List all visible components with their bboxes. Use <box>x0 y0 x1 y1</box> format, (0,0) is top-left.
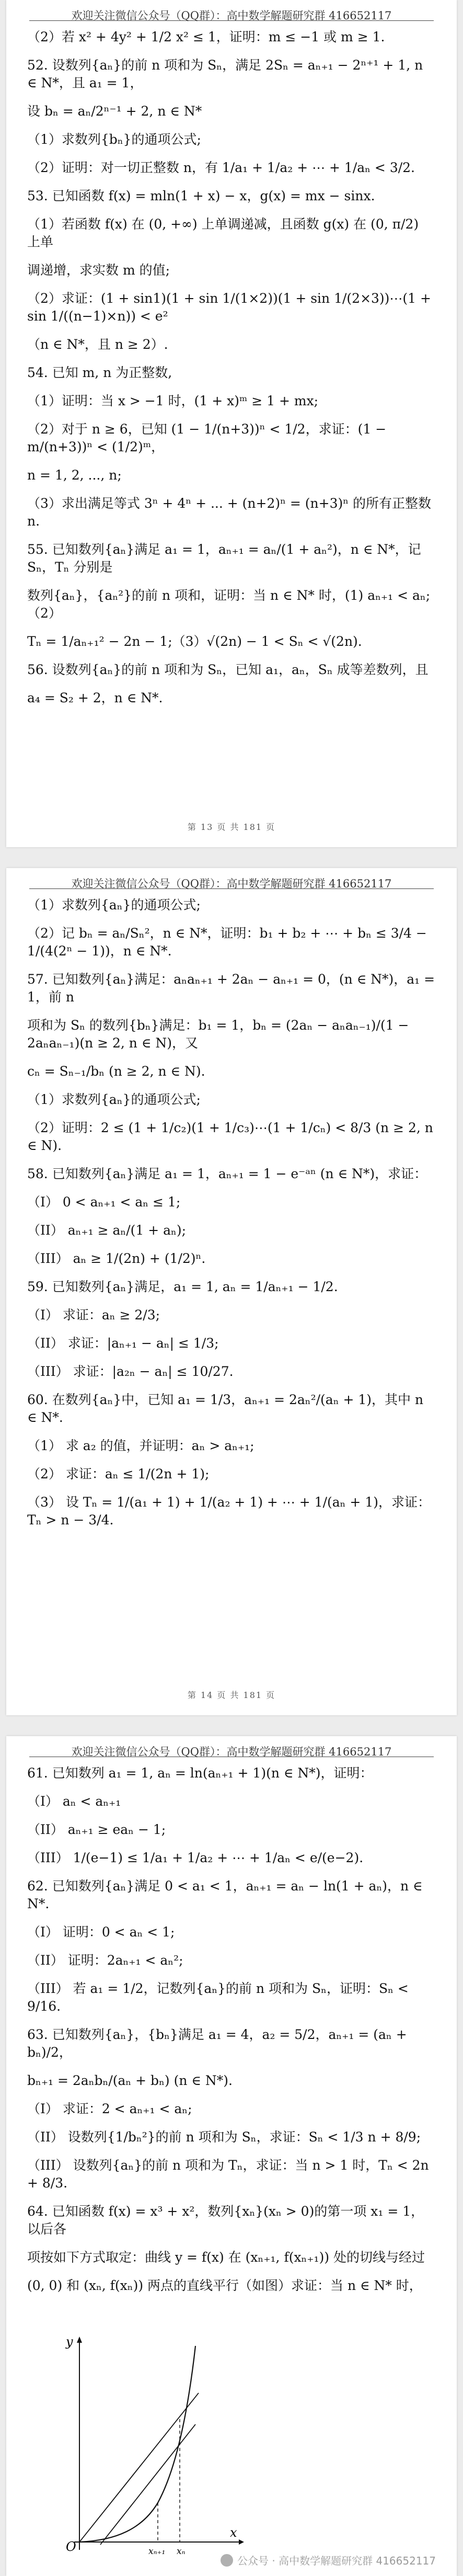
page-header: 欢迎关注微信公众号（QQ群）：高中数学解题研究群 416652117 <box>29 1736 434 1757</box>
y-axis-label: y <box>66 2335 73 2349</box>
text-line: 设 bₙ = aₙ/2ⁿ⁻¹ + 2, n ∈ N* <box>27 104 202 119</box>
text-line: （I） aₙ < aₙ₊₁ <box>27 1794 121 1809</box>
text-line: （1）证明：当 x > −1 时，(1 + x)ᵐ ≥ 1 + mx; <box>27 393 319 408</box>
text-line: （II） aₙ₊₁ ≥ eaₙ − 1; <box>27 1822 166 1837</box>
text-line: 59. 已知数列{aₙ}满足，a₁ = 1, aₙ = 1/aₙ₊₁ − 1/2. <box>27 1279 338 1294</box>
page-15 <box>6 1736 457 2576</box>
text-line: 项和为 Sₙ 的数列{bₙ}满足：b₁ = 1，bₙ = (2aₙ − aₙaₙ₋₁)/(1 − 2aₙaₙ₋₁)(n ≥ 2, n ∈ N)，又 <box>27 1018 409 1051</box>
text-line: 数列{aₙ}，{aₙ²}的前 n 项和，证明：当 n ∈ N* 时，(1) aₙ₊₁ < aₙ;（2） <box>27 588 431 621</box>
text-line: （2）求证：(1 + sin1)(1 + sin 1/(1×2))(1 + sin 1/(2×3))⋯(1 + sin 1/((n−1)×n)) < e² <box>27 291 431 324</box>
text-line: 60. 在数列{aₙ}中，已知 a₁ = 1/3，aₙ₊₁ = 2aₙ²/(aₙ + 1)，其中 n ∈ N*. <box>27 1392 424 1425</box>
text-line: 62. 已知数列{aₙ}满足 0 < a₁ < 1，aₙ₊₁ = aₙ − ln(1 + aₙ)，n ∈ N*. <box>27 1878 423 1911</box>
figure-svg <box>59 2335 247 2555</box>
text-line: （I） 求证：2 < aₙ₊₁ < aₙ; <box>27 2101 192 2116</box>
text-line: （I） 证明：0 < aₙ < 1; <box>27 1924 175 1940</box>
text-line: （2）若 x² + 4y² + 1/2 x² ≤ 1，证明：m ≤ −1 或 m ≥ 1. <box>27 29 385 44</box>
page-header: 欢迎关注微信公众号（QQ群）：高中数学解题研究群 416652117 <box>29 0 434 21</box>
text-line: 项按如下方式取定：曲线 y = f(x) 在 (xₙ₊₁, f(xₙ₊₁)) 处的切线与经过 <box>27 2250 425 2265</box>
text-line: 56. 设数列{aₙ}的前 n 项和为 Sₙ，已知 a₁，aₙ，Sₙ 成等差数列，且 <box>27 662 429 677</box>
text-line: （2）证明：2 ≤ (1 + 1/c₂)(1 + 1/c₃)⋯(1 + 1/cₙ) < 8/3 (n ≥ 2, n ∈ N). <box>27 1120 433 1153</box>
text-line: （2）对于 n ≥ 6，已知 (1 − 1/(n+3))ⁿ < 1/2，求证：(1 − m/(n+3))ⁿ < (1/2)ᵐ， <box>27 421 387 454</box>
text-line: （II） aₙ₊₁ ≥ aₙ/(1 + aₙ); <box>27 1223 187 1238</box>
x-axis-label: x <box>230 2525 237 2540</box>
page-body <box>6 1757 457 2295</box>
secant-line <box>79 2393 199 2542</box>
text-line: （1） 求 a₂ 的值，并证明：aₙ > aₙ₊₁; <box>27 1438 254 1453</box>
text-line: (0, 0) 和 (xₙ, f(xₙ)) 两点的直线平行（如图）求证：当 n ∈ N* 时， <box>27 2278 422 2293</box>
text-line: （I） 0 < aₙ₊₁ < aₙ ≤ 1; <box>27 1194 181 1210</box>
text-line: 55. 已知数列{aₙ}满足 a₁ = 1，aₙ₊₁ = aₙ/(1 + aₙ²)，n ∈ N*，记 Sₙ，Tₙ 分别是 <box>27 542 421 575</box>
text-line: cₙ = Sₙ₋₁/bₙ (n ≥ 2, n ∈ N). <box>27 1064 205 1079</box>
watermark-text: 公众号 · 高中数学解题研究群 416652117 <box>237 2555 436 2567</box>
text-line: 57. 已知数列{aₙ}满足：aₙaₙ₊₁ + 2aₙ − aₙ₊₁ = 0，(n ∈ N*)，a₁ = 1，前 n <box>27 972 435 1005</box>
text-line: （II） 证明：2aₙ₊₁ < aₙ²; <box>27 1953 183 1968</box>
text-line: 58. 已知数列{aₙ}满足 a₁ = 1，aₙ₊₁ = 1 − e⁻ᵃⁿ (n ∈ N*)，求证： <box>27 1166 427 1181</box>
text-line: bₙ₊₁ = 2aₙbₙ/(aₙ + bₙ) (n ∈ N*). <box>27 2073 233 2088</box>
text-line: （III） 若 a₁ = 1/2，记数列{aₙ}的前 n 项和为 Sₙ，证明：Sₙ < 9/16. <box>27 1981 409 2014</box>
text-line: （III） 设数列{aₙ}的前 n 项和为 Tₙ，求证：当 n > 1 时，Tₙ < 2n + 8/3. <box>27 2158 429 2191</box>
text-line: 调递增，求实数 m 的值; <box>27 263 170 278</box>
text-line: （III） 1/(e−1) ≤ 1/a₁ + 1/a₂ + ⋯ + 1/aₙ < e/(e−2). <box>27 1850 364 1865</box>
text-line: （1）求数列{aₙ}的通项公式; <box>27 897 201 913</box>
tangent-line <box>100 2424 195 2545</box>
text-line: （III） aₙ ≥ 1/(2n) + (1/2)ⁿ. <box>27 1251 206 1266</box>
tangent-line-figure <box>59 2335 247 2555</box>
text-line: 54. 已知 m, n 为正整数, <box>27 365 172 380</box>
page-14 <box>6 868 457 1715</box>
text-line: （1）若函数 f(x) 在 (0, +∞) 上单调递减，且函数 g(x) 在 (0, π/2) 上单 <box>27 216 419 249</box>
page-body <box>6 889 457 1529</box>
text-line: Tₙ = 1/aₙ₊₁² − 2n − 1;（3）√(2n) − 1 < Sₙ < √(2n). <box>27 634 362 649</box>
x-axis-arrow-icon <box>239 2539 244 2545</box>
origin-label: O <box>66 2539 76 2554</box>
text-line: 52. 设数列{aₙ}的前 n 项和为 Sₙ，满足 2Sₙ = aₙ₊₁ − 2ⁿ⁺¹ + 1, n ∈ N*，且 a₁ = 1， <box>27 58 423 90</box>
text-line: 63. 已知数列{aₙ}，{bₙ}满足 a₁ = 4，a₂ = 5/2，aₙ₊₁ = (aₙ + bₙ)/2， <box>27 2027 407 2060</box>
wechat-icon <box>221 2554 233 2567</box>
text-line: 53. 已知函数 f(x) = mln(1 + x) − x，g(x) = mx − sinx. <box>27 188 375 203</box>
text-line: （II） 设数列{1/bₙ²}的前 n 项和为 Sₙ，求证：Sₙ < 1/3 n + 8/9; <box>27 2129 421 2145</box>
text-line: （2）记 bₙ = aₙ/Sₙ²，n ∈ N*，证明：b₁ + b₂ + ⋯ + bₙ ≤ 3/4 − 1/(4(2ⁿ − 1))，n ∈ N*. <box>27 926 427 959</box>
text-line: 64. 已知函数 f(x) = x³ + x²，数列{xₙ}(xₙ > 0)的第一项 x₁ = 1，以后各 <box>27 2204 424 2237</box>
text-line: （2） 求证：aₙ ≤ 1/(2n + 1); <box>27 1466 210 1481</box>
watermark <box>221 2552 436 2568</box>
text-line: （n ∈ N*，且 n ≥ 2）. <box>27 337 168 352</box>
page-body <box>6 21 457 707</box>
x-tick-label: xₙ <box>177 2546 186 2555</box>
text-line: 61. 已知数列 a₁ = 1, aₙ = ln(aₙ₊₁ + 1)(n ∈ N*)，证明： <box>27 1765 373 1781</box>
text-line: n = 1, 2, ..., n; <box>27 468 122 483</box>
x-tick-label: xₙ₊₁ <box>148 2546 166 2555</box>
page-footer: 第 14 页 共 181 页 <box>187 1690 276 1700</box>
text-line: （2）证明：对一切正整数 n，有 1/a₁ + 1/a₂ + ⋯ + 1/aₙ < 3/2. <box>27 160 415 175</box>
y-axis-arrow-icon <box>77 2336 82 2343</box>
page-footer: 第 13 页 共 181 页 <box>187 822 276 832</box>
page-13 <box>6 0 457 847</box>
text-line: （II） 求证：|aₙ₊₁ − aₙ| ≤ 1/3; <box>27 1336 219 1351</box>
text-line: （1）求数列{bₙ}的通项公式; <box>27 132 201 147</box>
text-line: （1）求数列{aₙ}的通项公式; <box>27 1092 201 1107</box>
text-line: （I） 求证：aₙ ≥ 2/3; <box>27 1307 160 1323</box>
curve-fx <box>79 2346 195 2542</box>
page-header: 欢迎关注微信公众号（QQ群）：高中数学解题研究群 416652117 <box>29 868 434 889</box>
text-line: （3）求出满足等式 3ⁿ + 4ⁿ + ... + (n+2)ⁿ = (n+3)ⁿ 的所有正整数 n. <box>27 496 431 529</box>
text-line: （3） 设 Tₙ = 1/(a₁ + 1) + 1/(a₂ + 1) + ⋯ + 1/(aₙ + 1)，求证：Tₙ > n − 3/4. <box>27 1495 431 1528</box>
text-line: a₄ = S₂ + 2，n ∈ N*. <box>27 690 163 705</box>
text-line: （III） 求证：|a₂ₙ − aₙ| ≤ 10/27. <box>27 1364 234 1379</box>
